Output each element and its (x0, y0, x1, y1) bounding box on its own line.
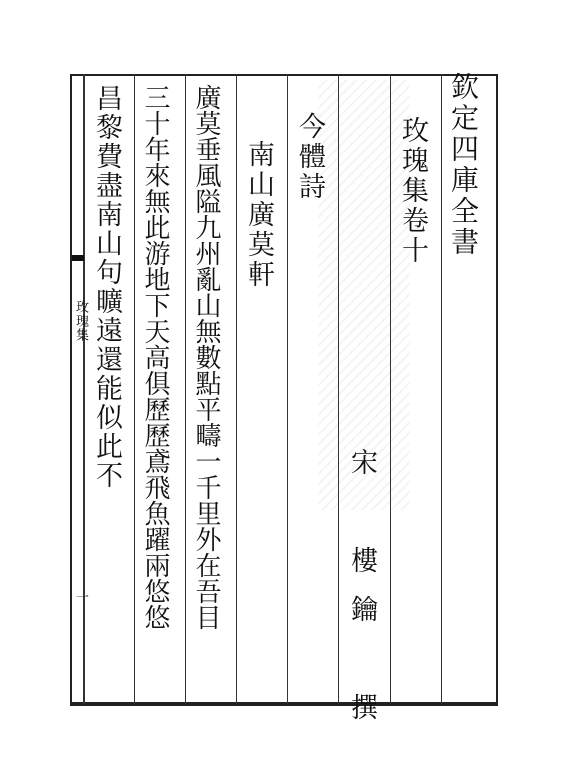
margin-strip (70, 74, 84, 704)
poem-line: 昌黎費盡南山句曠遠還能似此不 (91, 84, 122, 490)
bottom-border (70, 704, 498, 706)
poem-line: 廣莫垂風隘九州亂山無數點平疇一千里外在吾目 (191, 84, 221, 630)
volume-title: 玫瑰集卷十 (397, 116, 428, 266)
margin-book-name: 玫瑰集 (73, 300, 88, 342)
column-rule (84, 74, 85, 704)
header-title: 欽定四庫全書 (447, 72, 480, 258)
fish-tail-mark (72, 255, 84, 261)
column-rule (287, 74, 288, 704)
column-rule (236, 74, 237, 704)
column-rule (441, 74, 442, 704)
margin-page-number: 一 (73, 590, 88, 604)
column-rule (185, 74, 186, 704)
poem-line: 三十年來無此游地下天高俱歷歷鳶飛魚躍兩悠悠 (140, 84, 170, 630)
author-line: 宋 樓鑰 撰 (346, 448, 377, 742)
column-rule (338, 74, 339, 704)
column-rule (390, 74, 391, 704)
column-rule (134, 74, 135, 704)
poem-title: 南山廣莫軒 (243, 140, 274, 290)
section-heading: 今體詩 (294, 112, 325, 202)
